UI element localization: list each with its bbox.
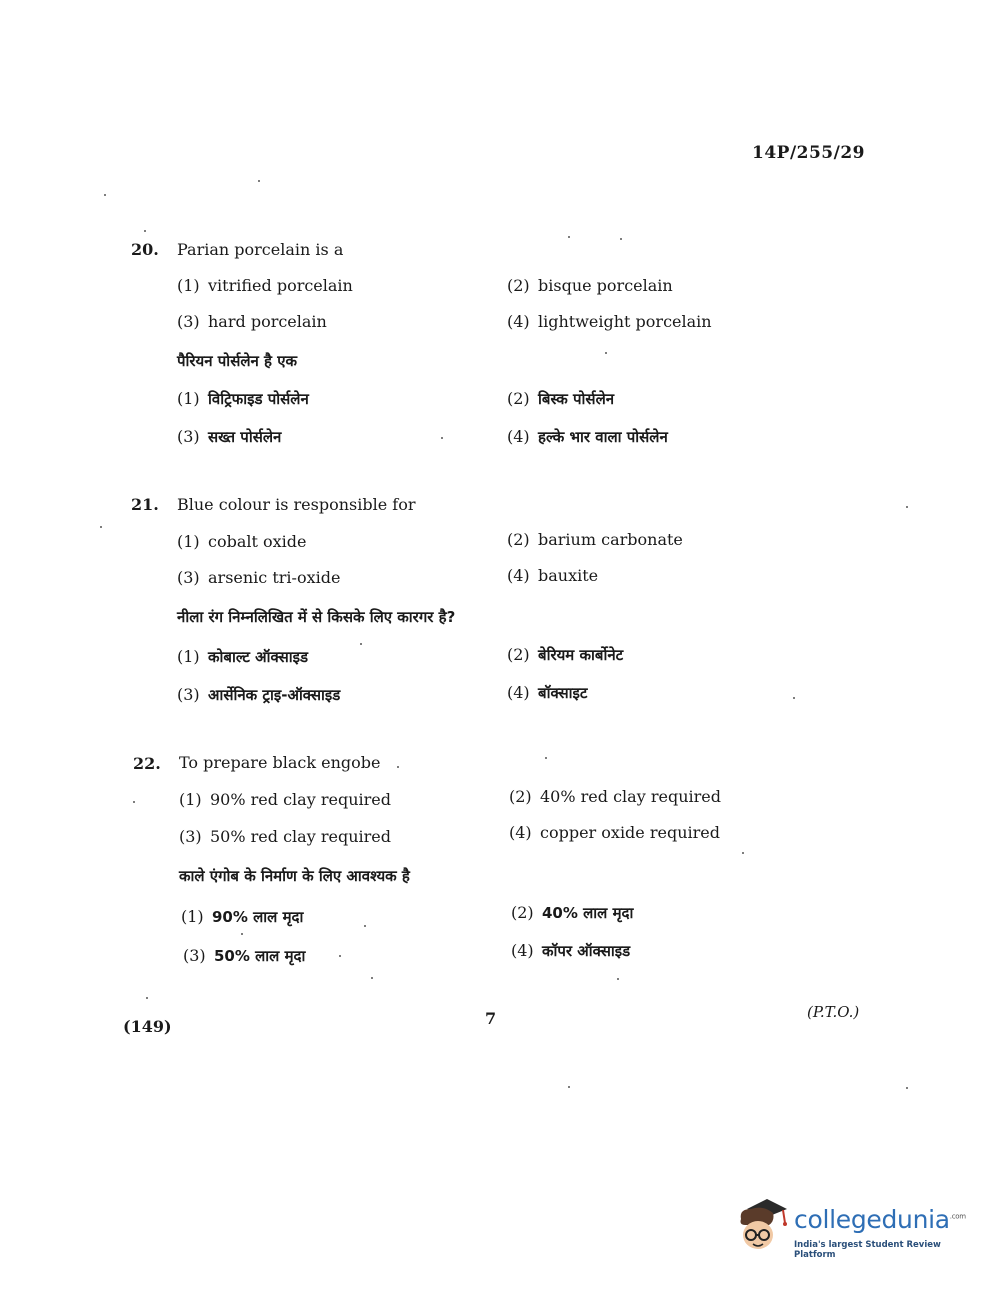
option-en-1: (1) vitrified porcelain [177,276,353,295]
option-hi-1: (1) 90% लाल मृदा [181,907,304,926]
option-en-3: (3) hard porcelain [177,312,327,331]
footer-code: (149) [123,1017,172,1036]
option-en-2: (2) barium carbonate [507,530,683,549]
option-en-4: (4) lightweight porcelain [507,312,712,331]
option-hi-2: (2) बेरियम कार्बोनेट [507,645,624,664]
option-hi-2: (2) 40% लाल मृदा [511,903,634,922]
question-number: 20. [131,240,159,259]
option-en-3: (3) 50% red clay required [179,827,391,846]
student-mascot-icon [733,1195,791,1257]
collegedunia-logo [733,1195,966,1265]
option-en-1: (1) cobalt oxide [177,532,307,551]
option-hi-1: (1) विट्रिफाइड पोर्सलेन [177,389,309,408]
option-hi-3: (3) आर्सेनिक ट्राइ-ऑक्साइड [177,685,341,704]
option-hi-1: (1) कोबाल्ट ऑक्साइड [177,647,309,666]
page-number: 7 [485,1009,497,1028]
option-hi-2: (2) बिस्क पोर्सलेन [507,389,615,408]
option-en-2: (2) bisque porcelain [507,276,673,295]
question-text-en: Parian porcelain is a [177,240,344,259]
logo-wordmark: collegedunia$^{.com}$ [794,1205,966,1234]
option-hi-3: (3) 50% लाल मृदा [183,946,306,965]
question-text-hi: पैरियन पोर्सलेन है एक [177,352,298,370]
question-number: 21. [131,495,159,514]
option-hi-4: (4) कॉपर ऑक्साइड [511,941,631,960]
option-en-1: (1) 90% red clay required [179,790,391,809]
question-text-en: To prepare black engobe [179,753,381,772]
option-en-2: (2) 40% red clay required [509,787,721,806]
option-hi-4: (4) हल्के भार वाला पोर्सलेन [507,427,668,446]
question-text-en: Blue colour is responsible for [177,495,416,514]
option-hi-3: (3) सख्त पोर्सलेन [177,427,282,446]
option-en-4: (4) copper oxide required [509,823,720,842]
question-text-hi: काले एंगोब के निर्माण के लिए आवश्यक है [179,867,410,885]
logo-tagline: India's largest Student Review Platform [794,1240,941,1260]
question-text-hi: नीला रंग निम्नलिखित में से किसके लिए कारगर है? [177,608,456,626]
option-en-3: (3) arsenic tri-oxide [177,568,341,587]
pto-label: (P.T.O.) [807,1003,860,1021]
option-hi-4: (4) बॉक्साइट [507,683,588,702]
option-en-4: (4) bauxite [507,566,599,585]
question-number: 22. [133,754,161,773]
paper-code: 14P/255/29 [752,143,866,163]
